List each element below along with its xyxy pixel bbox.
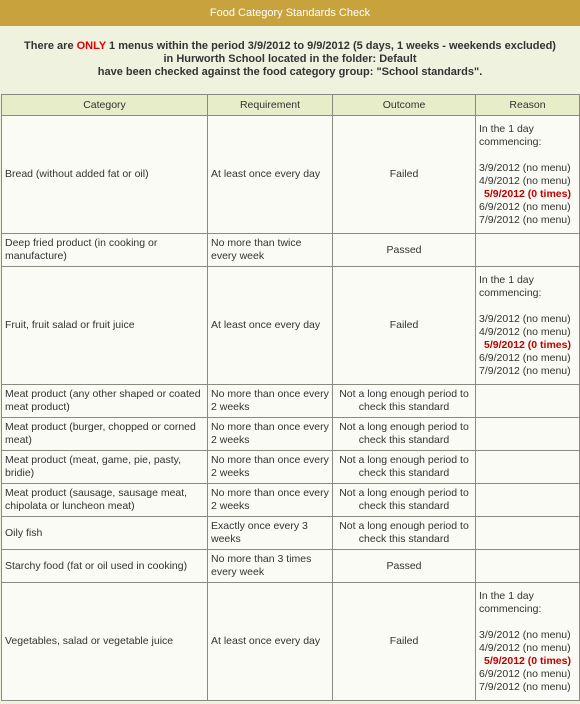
reason-cell [476,583,580,701]
category-cell: Meat product (any other shaped or coated meat product) [2,385,208,418]
category-cell: Bread (without added fat or oil) [2,116,208,234]
reason-date: 4/9/2012 (no menu) [479,325,571,338]
reason-intro: In the 1 day commencing: [479,122,542,148]
outcome-cell: Failed [333,267,476,385]
category-cell: Oily fish [2,517,208,550]
table-row [2,267,580,385]
category-cell: Starchy food (fat or oil used in cooking) [2,550,208,583]
outcome-cell: Not a long enough period to check this standard [333,517,476,550]
reason-cell [476,116,580,234]
reason-cell [476,517,580,550]
reason-date-failed: 5/9/2012 (0 times) [484,338,571,351]
category-cell: Fruit, fruit salad or fruit juice [2,267,208,385]
reason-date: 3/9/2012 (no menu) [479,161,571,174]
reason-cell [476,234,580,267]
reason-date: 7/9/2012 (no menu) [479,680,571,693]
requirement-cell: Exactly once every 3 weeks [208,517,333,550]
header-category: Category [2,95,208,116]
reason-date: 3/9/2012 (no menu) [479,628,571,641]
outcome-cell: Not a long enough period to check this standard [333,484,476,517]
outcome-cell: Not a long enough period to check this standard [333,418,476,451]
outcome-cell: Not a long enough period to check this standard [333,451,476,484]
reason-cell [476,484,580,517]
table-row [2,418,580,451]
table-row [2,517,580,550]
table-row [2,451,580,484]
reason-date-failed: 5/9/2012 (0 times) [484,187,571,200]
summary-line-3: have been checked against the food category group: "School standards". [97,66,483,78]
table-row [2,583,580,701]
category-cell: Deep fried product (in cooking or manufacture) [2,234,208,267]
only-highlight: ONLY [76,40,106,52]
category-cell: Meat product (sausage, sausage meat, chipolata or luncheon meat) [2,484,208,517]
reason-cell [476,550,580,583]
table-header-row [2,95,580,116]
outcome-cell: Passed [333,550,476,583]
reason-date: 6/9/2012 (no menu) [479,200,571,213]
requirement-cell: At least once every day [208,583,333,701]
reason-cell [476,267,580,385]
requirement-cell: No more than 3 times every week [208,550,333,583]
requirement-cell: At least once every day [208,116,333,234]
category-cell: Vegetables, salad or vegetable juice [2,583,208,701]
summary-text [0,40,580,79]
table-row [2,234,580,267]
summary-post: 1 menus within the period 3/9/2012 to 9/9/2012 (5 days, 1 weeks - weekends excluded) [105,40,556,52]
table-row [2,484,580,517]
summary-line-1 [0,40,580,53]
reason-date: 3/9/2012 (no menu) [479,312,571,325]
reason-cell [476,418,580,451]
reason-cell [476,451,580,484]
requirement-cell: No more than once every 2 weeks [208,484,333,517]
outcome-cell: Failed [333,583,476,701]
page-title: Food Category Standards Check [209,7,371,19]
reason-date: 6/9/2012 (no menu) [479,667,571,680]
outcome-cell: Failed [333,116,476,234]
reason-date: 6/9/2012 (no menu) [479,351,571,364]
reason-date: 4/9/2012 (no menu) [479,641,571,654]
requirement-cell: No more than twice every week [208,234,333,267]
requirement-cell: No more than once every 2 weeks [208,385,333,418]
outcome-cell: Passed [333,234,476,267]
header-requirement: Requirement [208,95,333,116]
requirement-cell: No more than once every 2 weeks [208,418,333,451]
category-cell: Meat product (burger, chopped or corned meat) [2,418,208,451]
table-row [2,550,580,583]
page-title-bar [0,0,580,26]
reason-date-failed: 5/9/2012 (0 times) [484,654,571,667]
reason-date: 7/9/2012 (no menu) [479,364,571,377]
summary-line-2: in Hurworth School located in the folder: Default [163,53,417,65]
reason-cell [476,385,580,418]
reason-date: 7/9/2012 (no menu) [479,213,571,226]
standards-table [1,94,580,701]
reason-intro: In the 1 day commencing: [479,273,542,299]
outcome-cell: Not a long enough period to check this standard [333,385,476,418]
table-row [2,116,580,234]
requirement-cell: No more than once every 2 weeks [208,451,333,484]
summary-pre: There are [24,40,77,52]
table-row [2,385,580,418]
header-reason: Reason [476,95,580,116]
reason-intro: In the 1 day commencing: [479,589,542,615]
category-cell: Meat product (meat, game, pie, pasty, bridie) [2,451,208,484]
requirement-cell: At least once every day [208,267,333,385]
reason-date: 4/9/2012 (no menu) [479,174,571,187]
header-outcome: Outcome [333,95,476,116]
